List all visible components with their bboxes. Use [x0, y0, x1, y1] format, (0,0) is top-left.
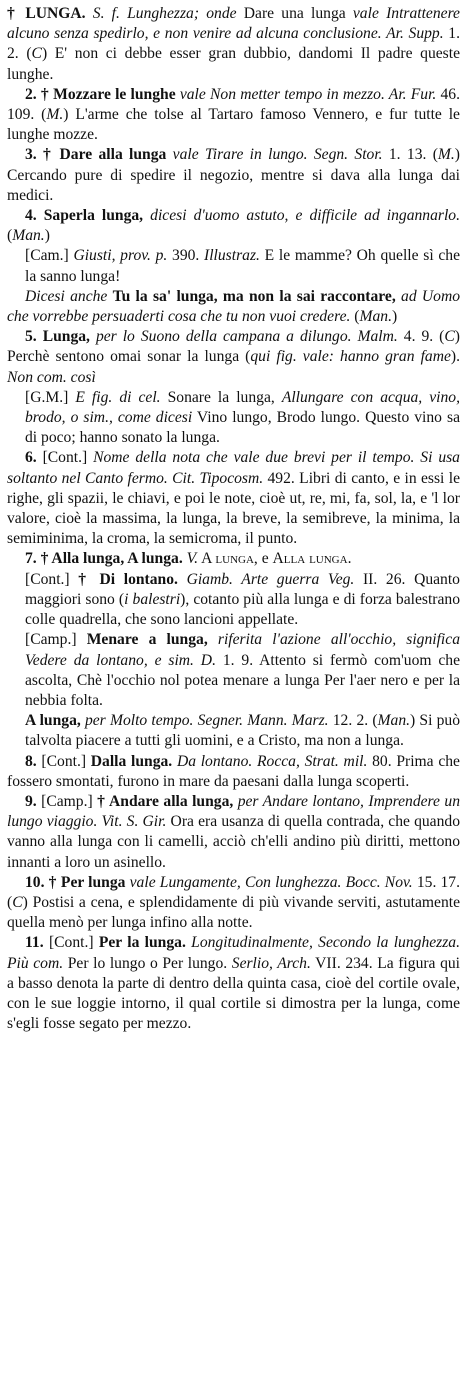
body-text: [Cont.] — [36, 752, 91, 770]
body-text: ) — [44, 227, 50, 245]
italic-text: Non com. così — [7, 368, 96, 386]
headword-text: 11. — [25, 934, 44, 952]
italic-text: Nome della nota che vale due brevi per il tempo. Si usa soltanto nel Canto fermo. Cit. Tipocosm. — [7, 449, 460, 487]
body-text: II. 26. Quanto maggiori sono ( — [25, 570, 460, 608]
italic-text: C — [444, 328, 455, 346]
headword-text: 3. † Dare alla lunga — [25, 146, 167, 164]
headword-text: Menare a lunga, — [86, 631, 208, 649]
body-text: ) Postisi a cena, e splendidamente di più vivande serviti, astutamente quella menò per lunga infino alla notte. — [7, 893, 460, 932]
headword-text: 4. Saperla lunga, — [25, 207, 144, 225]
body-text: ) Perchè sentono omai sonar la lunga ( — [7, 328, 460, 366]
headword-text: 9. — [25, 792, 37, 810]
body-text — [178, 571, 187, 588]
headword-text: A lunga, — [25, 712, 81, 730]
body-text: 46. 109. ( — [7, 85, 461, 124]
body-text: 12. 2. ( — [328, 712, 378, 730]
body-text — [86, 5, 93, 22]
dictionary-entry — [7, 792, 460, 873]
dictionary-entry — [7, 570, 460, 631]
italic-text: vale Tirare in lungo. Segn. Stor. — [172, 146, 383, 164]
italic-text: riferita l'azione all'occhio, significa Vedere da lontano, e sim. D. — [25, 631, 460, 669]
body-text: 1. 13. ( — [382, 146, 438, 164]
body-text: ). — [450, 348, 460, 366]
body-text: 4. 9. ( — [397, 328, 445, 346]
dictionary-entry — [7, 388, 460, 449]
body-text: 80. Prima che fossero smontati, furono in mare da paesani dalla lunga scoperti. — [7, 752, 460, 790]
body-text: ( — [350, 308, 360, 326]
body-text: ) Si può talvolta piacere a tutti gli uomini, e a Cristo, ma non a lunga. — [25, 712, 460, 750]
italic-text: S. f. Lunghezza; onde — [92, 5, 237, 22]
italic-text: Serlio, Arch. — [231, 954, 311, 972]
italic-text: Man. — [359, 308, 392, 326]
body-text: [G.M.] — [25, 388, 76, 406]
body-text: ) L'arme che tolse al Tartaro famoso Vennero, e fur tutte le lunghe mozze. — [7, 106, 460, 144]
body-text: E le mamme? Oh quelle sì che la sanno lunga! — [25, 247, 460, 285]
body-text: , e — [253, 550, 273, 568]
dictionary-entry — [7, 711, 460, 751]
italic-text: Man. — [377, 712, 411, 730]
dictionary-entry — [7, 448, 460, 549]
italic-text: dicesi d'uomo astuto, e difficile ad ingannarlo. — [150, 207, 461, 225]
dictionary-entry — [7, 873, 460, 934]
dictionary-entry — [7, 4, 460, 85]
italic-text: Illustraz. — [204, 247, 260, 265]
body-text: ) Cercando pure di spedire il negozio, mentre si dava alla lunga dai medici. — [7, 146, 460, 204]
italic-text: Dicesi anche — [25, 287, 108, 305]
body-text: [Cam.] — [25, 247, 74, 265]
body-text: Dare una lunga — [236, 5, 353, 22]
small-caps-text: lunga — [215, 550, 254, 568]
italic-text: Longitudinalmente, Secondo la lunghezza. Più com. — [7, 934, 460, 972]
headword-text: † Andare alla lunga, — [97, 792, 234, 810]
body-text: 492. Libri di canto, e in essi le righe, gli spazii, le chiavi, e poi le note, cioè ut, re, mi, fa, sol, la, e 'l lor valore, cioè la massima, la lunga, la breve, la semibreve, la minima, la semiminima, la croma, la semicroma, il punto. — [7, 469, 460, 548]
italic-text: Giusti, prov. p. — [73, 247, 168, 265]
body-text: 1. 9. Attento si fermò com'uom che ascolta, Chè l'occhio nol potea menare a lunga Per l'aer nero e per la nebbia folta. — [25, 651, 460, 709]
body-text: VII. 234. La figura qui a basso denota la parte di dentro della quinta casa, cioè del cortile ovale, con le sue loggie intorno, il qual cortile si dimostra per la lunga, come s'egli fosse segato per mezzo. — [7, 954, 460, 1033]
italic-text: E fig. di cel. — [75, 388, 161, 406]
body-text: [Cont.] — [25, 570, 79, 588]
italic-text: Man. — [12, 227, 45, 245]
headword-text: Dalla lunga. — [90, 752, 173, 770]
small-caps-text: Alla lunga — [272, 550, 348, 568]
italic-text: vale Non metter tempo in mezzo. Ar. Fur. — [179, 85, 437, 103]
italic-text: M. — [46, 106, 64, 124]
headword-text: 2. † Mozzare le lunghe — [25, 85, 176, 103]
italic-text: C — [12, 893, 23, 911]
body-text: ), cotanto più alla lunga e di forza balestrano colle quadrella, che sono lancioni appellate. — [25, 590, 460, 629]
dictionary-entry — [7, 933, 460, 1034]
body-text: 1. 2. ( — [7, 25, 460, 63]
italic-text: i balestri — [124, 590, 181, 608]
dictionary-entry — [7, 327, 460, 388]
body-text: A — [198, 550, 216, 568]
body-text: [Camp.] — [36, 792, 98, 810]
body-text: 390. — [167, 247, 205, 265]
headword-text: 10. † Per lunga — [25, 873, 126, 891]
headword-text: Tu la sa' lunga, ma non la sai raccontare, — [112, 287, 396, 305]
body-text: [Cont.] — [36, 449, 94, 467]
headword-text: 6. — [25, 449, 37, 467]
headword-text: 7. † Alla lunga, A lunga. — [25, 550, 183, 568]
dictionary-entry — [7, 206, 460, 246]
body-text: Vino lungo, Brodo lungo. Questo vino sa di poco; hanno sonato la lunga. — [25, 409, 460, 447]
italic-text: vale Intrattenere alcuno senza spedirlo, e non venire ad alcuna conclusione. Ar. Supp. — [7, 5, 460, 43]
dictionary-entry — [7, 145, 460, 206]
italic-text: vale Lungamente, Con lunghezza. Bocc. Nov. — [129, 873, 413, 891]
italic-text: Allungare con acqua, vino, brodo, o sim., come dicesi — [25, 388, 460, 427]
italic-text: per Andare lontano, Imprendere un lungo viaggio. Vit. S. Gir. — [7, 792, 460, 831]
body-text: [Cont.] — [43, 934, 99, 952]
italic-text: M. — [437, 146, 455, 164]
body-text: 15. 17. ( — [7, 873, 461, 911]
italic-text: qui fig. vale: hanno gran fame — [250, 348, 451, 366]
italic-text: Giamb. Arte guerra Veg. — [186, 570, 355, 588]
italic-text: V. — [186, 550, 199, 568]
italic-text: per lo Suono della campana a dilungo. Malm. — [95, 328, 398, 346]
dictionary-entry — [7, 85, 460, 146]
headword-text: 5. Lunga, — [25, 328, 90, 346]
body-text: [Camp.] — [25, 631, 87, 649]
body-text: . — [347, 550, 352, 568]
body-text: ) E' non ci debbe esser gran dubbio, dandomi Il padre queste lunghe. — [7, 45, 460, 83]
dictionary-entry — [7, 287, 460, 327]
headword-text: 8. — [25, 752, 37, 770]
dictionary-entry — [7, 752, 460, 792]
dictionary-entry — [7, 630, 460, 711]
italic-text: C — [31, 45, 42, 63]
headword-text: † LUNGA. — [7, 5, 86, 22]
body-text: Ora era usanza di quella contrada, che quando vanno alla lunga con li camelli, acciò ch'elli andino più diritti, mettono innanti a loro un asinello. — [7, 813, 460, 871]
body-text: Per lo lungo o Per lungo. — [63, 954, 232, 972]
body-text: ( — [7, 227, 13, 245]
body-text: ) — [391, 308, 398, 326]
body-text: Sonare la lunga, — [160, 388, 282, 406]
headword-text: † Di lontano. — [78, 570, 178, 588]
dictionary-entry — [7, 246, 460, 286]
headword-text: Per la lunga. — [98, 934, 186, 952]
italic-text: per Molto tempo. Segner. Mann. Marz. — [84, 712, 329, 730]
italic-text: ad Uomo che vorrebbe persuaderti cosa che tu non vuoi credere. — [7, 287, 461, 326]
dictionary-entry — [7, 549, 460, 569]
body-text — [208, 631, 218, 648]
italic-text: Da lontano. Rocca, Strat. mil. — [176, 752, 368, 770]
